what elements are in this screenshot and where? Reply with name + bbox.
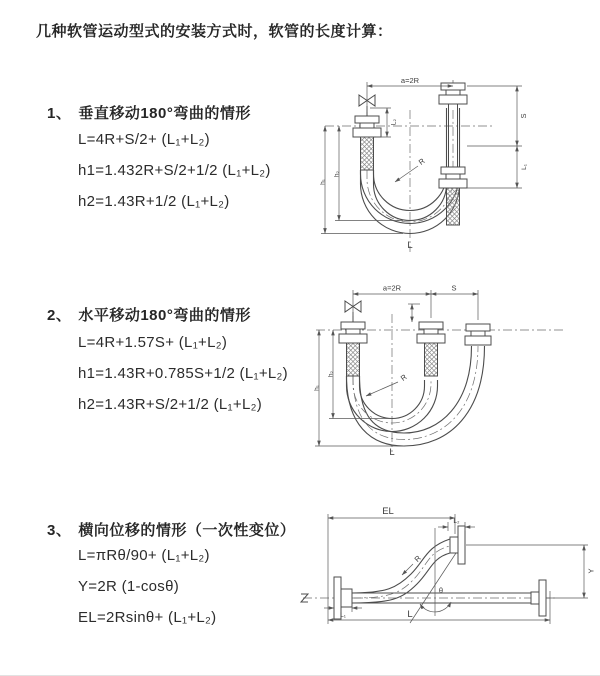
section-1-heading [47,102,251,123]
dim-label-radius: R [412,553,423,564]
dim-label-height2: h₂ [333,170,341,178]
page-title: 几种软管运动型式的安装方式时，软管的长度计算： [36,23,393,40]
section-3-number: 3、 [47,522,72,539]
dim-label-end2: L₂ [390,118,398,126]
formula-line: L=πRθ/90+ (L₁+L₂) [78,547,210,564]
dimension-lines [320,76,529,251]
centerlines [325,110,493,252]
dim-label-el: EL [382,506,394,517]
section-3-title: 横向位移的情形（一次性变位） [78,522,296,539]
formula-line: Y=2R (1-cosθ) [78,578,180,595]
diagram-horizontal-travel [308,276,600,458]
formula-line: h1=1.43R+0.785S+1/2 (L₁+L₂) [78,365,288,382]
dimension-lines [324,506,596,624]
dim-label-end1: L₁ [340,612,346,619]
dim-label-radius: R [398,372,409,383]
braided-section-middle [425,343,438,376]
section-2-title: 水平移动180°弯曲的情形 [78,307,251,324]
section-1-title: 垂直移动180°弯曲的情形 [78,105,251,122]
dim-label-travel: S [519,113,528,119]
dim-label-angle: θ [438,586,444,595]
flange-fitting-right-upper [439,83,467,167]
hose-curves [347,346,485,446]
flange-fitting-right [465,324,491,345]
flange-fitting-left [339,322,367,343]
dim-label-length: L [407,609,413,620]
formula-line: h2=1.43R+1/2 (L₁+L₂) [78,193,230,210]
section-3-heading [47,519,295,540]
formula-line: L=4R+S/2+ (L₁+L₂) [78,131,210,148]
dim-label-span: a=2R [400,76,420,85]
flange-fitting-right-lower [439,167,467,188]
formula-line: EL=2Rsinθ+ (L₁+L₂) [78,609,217,626]
braided-section-left [361,137,374,170]
dim-label-length: L [389,447,395,458]
section-1-number: 1、 [47,105,72,122]
dim-label-length: L [407,240,413,251]
braided-section-right [447,188,460,225]
section-2-number: 2、 [47,307,72,324]
dim-label-radius: R [416,156,427,167]
flange-fitting-middle [417,322,445,343]
formula-line: L=4R+1.57S+ (L₁+L₂) [78,334,228,351]
original-position-pipe [352,580,546,616]
flange-fitting-left [353,116,381,137]
diagram-vertical-travel [315,70,595,260]
diagram-lateral-offset [298,496,600,650]
section-2-heading [47,304,251,325]
dim-label-height1: h₁ [313,385,321,391]
dim-label-height2: h₂ [327,370,335,378]
formula-line: h1=1.432R+S/2+1/2 (L₁+L₂) [78,162,271,179]
dim-label-offset: Y [586,568,596,574]
formula-line: h2=1.43R+S/2+1/2 (L₁+L₂) [78,396,263,413]
braided-section-left [347,343,360,376]
dim-label-span: a=2R [382,283,402,293]
dim-label-end2: L₂ [453,518,460,525]
dim-label-height1: h₁ [319,179,327,185]
dim-label-end1: L₁ [521,164,528,170]
dim-label-travel: S [451,283,457,293]
